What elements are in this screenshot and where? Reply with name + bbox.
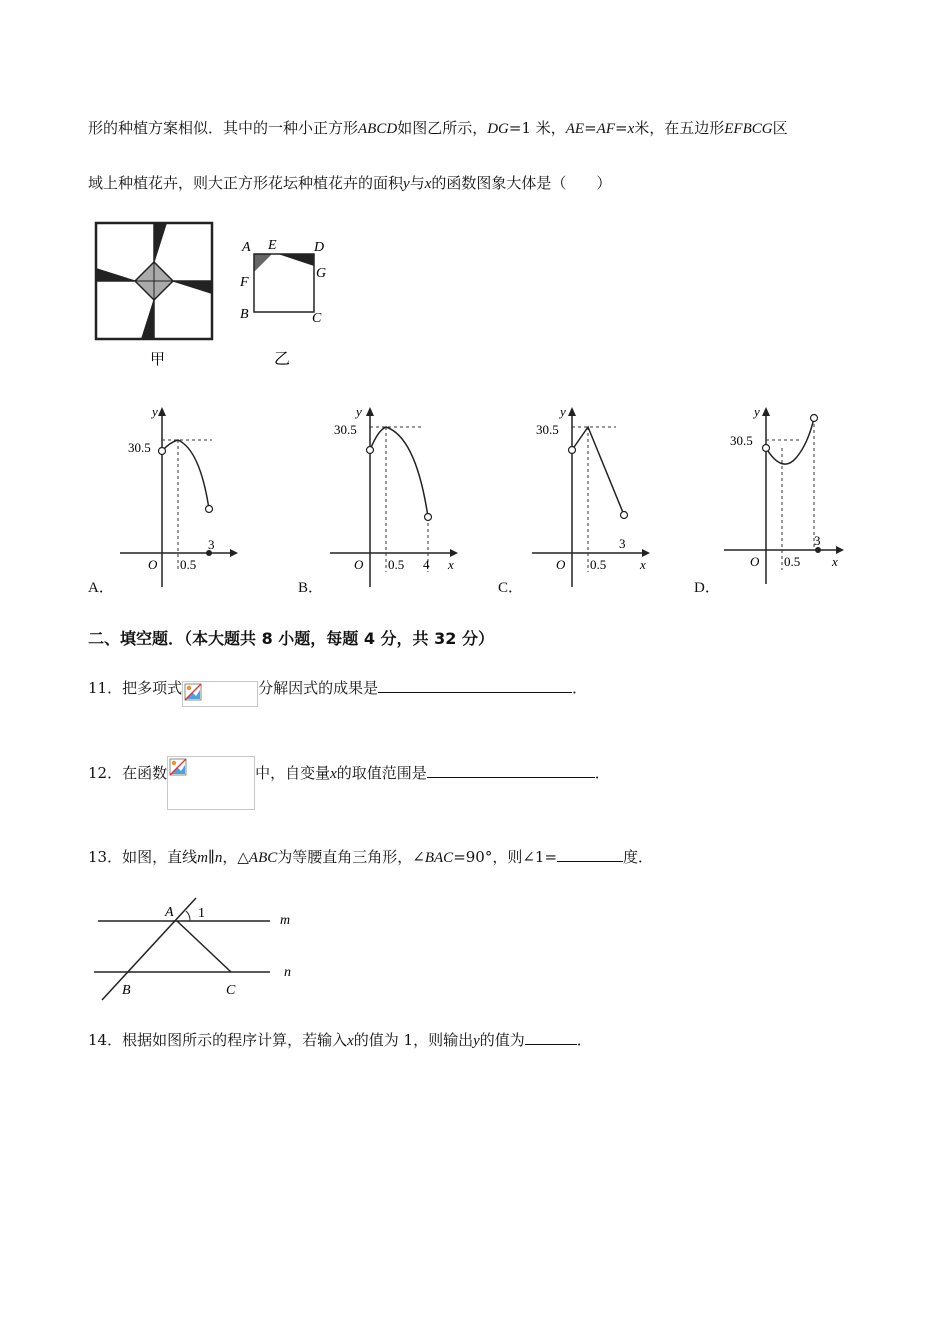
svg-text:30.5: 30.5 bbox=[334, 422, 357, 437]
option-b-graph bbox=[326, 402, 462, 590]
figure-yi bbox=[236, 234, 336, 370]
option-c-graph bbox=[528, 402, 656, 590]
svg-text:x: x bbox=[832, 554, 838, 569]
svg-text:x: x bbox=[448, 557, 454, 572]
option-d-graph bbox=[722, 402, 848, 590]
q14-line: 14．根据如图所示的程序计算，若输入x的值为 1，则输出y的值为 ． bbox=[88, 1031, 592, 1049]
label-C: C bbox=[312, 311, 322, 326]
svg-text:y: y bbox=[754, 404, 760, 419]
svg-text:3: 3 bbox=[814, 533, 821, 548]
broken-image bbox=[182, 681, 258, 707]
q10-line2: 域上种植花卉，则大正方形花坛种植花卉的面积y与x的函数图象大体是（ ） bbox=[88, 174, 612, 192]
svg-text:O: O bbox=[556, 557, 566, 572]
answer-blank[interactable] bbox=[525, 1030, 577, 1045]
q11-line: 11．把多项式 分解因式的成果是 ． bbox=[88, 677, 587, 703]
label-E: E bbox=[268, 238, 277, 253]
broken-image-icon bbox=[169, 758, 187, 776]
svg-text:x: x bbox=[640, 557, 646, 572]
svg-text:3: 3 bbox=[619, 536, 626, 551]
option-b-label: B． bbox=[298, 580, 324, 596]
option-d-label: D． bbox=[694, 580, 720, 596]
svg-text:0.5: 0.5 bbox=[590, 557, 607, 572]
label-G: G bbox=[316, 266, 327, 281]
q13-label-m: m bbox=[280, 913, 291, 928]
q12-line: 12．在函数 中，自变量x的取值范围是 ． bbox=[88, 762, 610, 816]
svg-text:4: 4 bbox=[423, 557, 430, 572]
svg-text:O: O bbox=[750, 554, 760, 569]
option-a-label: A． bbox=[88, 580, 114, 596]
svg-text:0.5: 0.5 bbox=[388, 557, 405, 572]
svg-text:y: y bbox=[356, 404, 362, 419]
section-heading: 二、填空题．（本大题共 8 小题，每题 4 分，共 32 分） bbox=[88, 629, 494, 648]
svg-text:30.5: 30.5 bbox=[730, 433, 753, 448]
q13-label-b: B bbox=[122, 983, 131, 998]
q13-label-1: 1 bbox=[198, 906, 205, 921]
answer-blank[interactable] bbox=[427, 763, 595, 778]
label-D: D bbox=[314, 240, 325, 255]
option-a-graph bbox=[112, 402, 240, 590]
answer-blank[interactable] bbox=[378, 678, 572, 693]
svg-text:30.5: 30.5 bbox=[128, 440, 151, 455]
fig-yi-label: 乙 bbox=[274, 351, 291, 368]
broken-image bbox=[167, 756, 255, 810]
label-A: A bbox=[242, 240, 251, 255]
option-c-label: C． bbox=[498, 580, 524, 596]
q13-figure bbox=[90, 896, 302, 1004]
label-B: B bbox=[240, 307, 249, 322]
svg-text:3: 3 bbox=[208, 537, 215, 552]
label-F: F bbox=[240, 275, 249, 290]
broken-image-icon bbox=[184, 683, 202, 701]
svg-text:y: y bbox=[152, 404, 158, 419]
svg-text:y: y bbox=[560, 404, 566, 419]
q13-label-a: A bbox=[165, 905, 174, 920]
q13-label-c: C bbox=[226, 983, 236, 998]
svg-text:0.5: 0.5 bbox=[784, 554, 801, 569]
q13-line: 13．如图，直线m∥n，△ABC为等腰直角三角形，∠BAC=90°，则∠1= 度． bbox=[88, 848, 654, 866]
q13-label-n: n bbox=[284, 965, 291, 980]
fig-jia-label: 甲 bbox=[150, 352, 166, 368]
svg-text:O: O bbox=[148, 557, 158, 572]
svg-text:0.5: 0.5 bbox=[180, 557, 197, 572]
svg-text:30.5: 30.5 bbox=[536, 422, 559, 437]
svg-text:O: O bbox=[354, 557, 364, 572]
q10-line1: 形的种植方案相似．其中的一种小正方形ABCD如图乙所示，DG=1 米，AE=AF=x米，在五边形EFBCG区 bbox=[88, 119, 788, 137]
figure-jia bbox=[92, 220, 216, 370]
answer-blank[interactable] bbox=[557, 847, 623, 862]
